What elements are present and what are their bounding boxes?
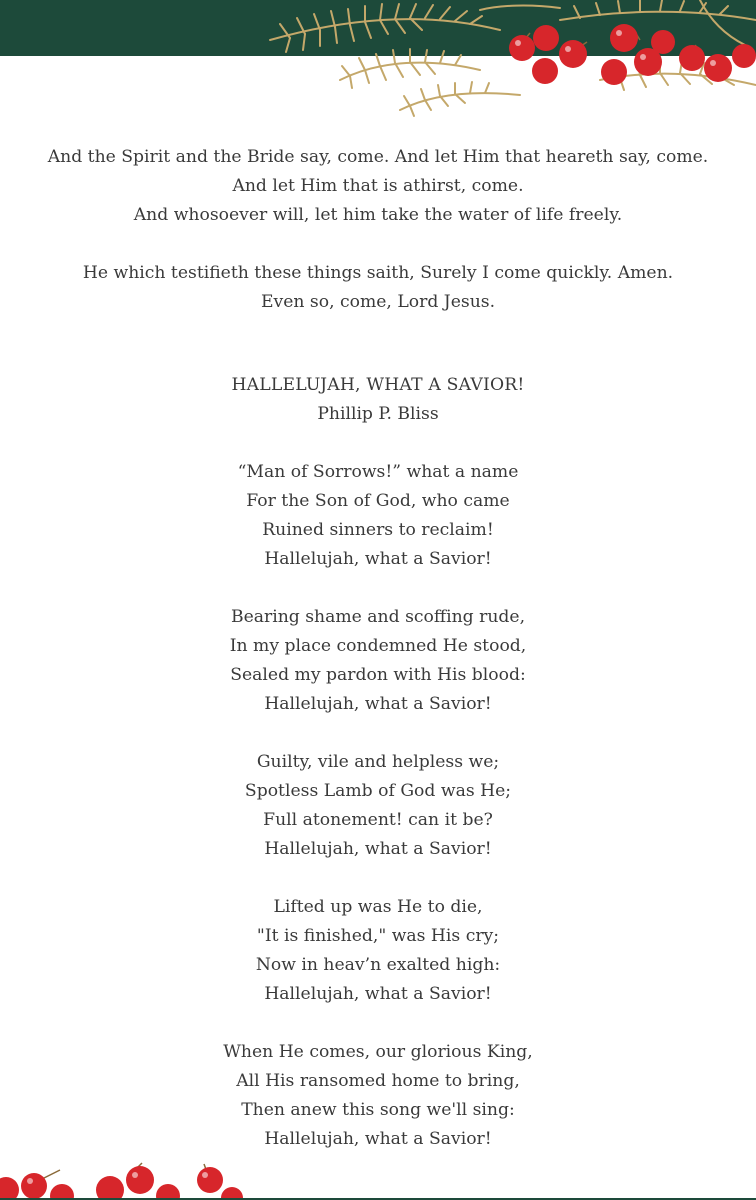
verse-line: Now in heav’n exalted high:: [255, 955, 501, 975]
verse-line: All His ransomed home to bring,: [236, 1071, 520, 1091]
verse-line: Bearing shame and scoffing rude,: [230, 607, 526, 627]
verse-line: For the Son of God, who came: [246, 491, 510, 511]
hymn-heading: [0, 371, 756, 429]
verse-line: Lifted up was He to die,: [273, 897, 483, 917]
verse-line: Ruined sinners to reclaim!: [262, 520, 494, 540]
hymn-verse-1: [0, 458, 756, 574]
verse-line: Spotless Lamb of God was He;: [244, 781, 512, 801]
scripture-line: And let Him that is athirst, come.: [232, 176, 524, 196]
verse-line: Hallelujah, what a Savior!: [264, 839, 492, 859]
hymn-title: HALLELUJAH, WHAT A SAVIOR!: [231, 375, 525, 395]
hymn-verse-3: [0, 748, 756, 864]
hymn-verse-4: [0, 893, 756, 1009]
verse-line: “Man of Sorrows!” what a name: [237, 462, 519, 482]
verse-line: Then anew this song we'll sing:: [241, 1100, 515, 1120]
scripture-line: And the Spirit and the Bride say, come. And let Him that heareth say, come.: [47, 147, 709, 167]
verse-line: Hallelujah, what a Savior!: [264, 984, 492, 1004]
verse-line: Sealed my pardon with His blood:: [230, 665, 526, 685]
verse-line: Guilty, vile and helpless we;: [256, 752, 500, 772]
scripture-stanza-1: [0, 143, 756, 230]
verse-line: In my place condemned He stood,: [229, 636, 527, 656]
hymn-author: Phillip P. Bliss: [317, 404, 439, 424]
document-body: [0, 143, 756, 1154]
verse-line: Hallelujah, what a Savior!: [264, 1129, 492, 1149]
berry-decoration-bottom: [0, 1150, 300, 1200]
scripture-line: Even so, come, Lord Jesus.: [260, 292, 496, 312]
hymn-verse-2: [0, 603, 756, 719]
pine-berry-decoration-top: [0, 0, 756, 130]
scripture-line: He which testifieth these things saith, Surely I come quickly. Amen.: [82, 263, 674, 283]
hymn-verse-5: [0, 1038, 756, 1154]
verse-line: "It is finished," was His cry;: [256, 926, 500, 946]
verse-line: Hallelujah, what a Savior!: [264, 694, 492, 714]
scripture-stanza-2: [0, 259, 756, 317]
scripture-line: And whosoever will, let him take the water of life freely.: [133, 205, 623, 225]
verse-line: Hallelujah, what a Savior!: [264, 549, 492, 569]
verse-line: Full atonement! can it be?: [263, 810, 493, 830]
verse-line: When He comes, our glorious King,: [223, 1042, 533, 1062]
